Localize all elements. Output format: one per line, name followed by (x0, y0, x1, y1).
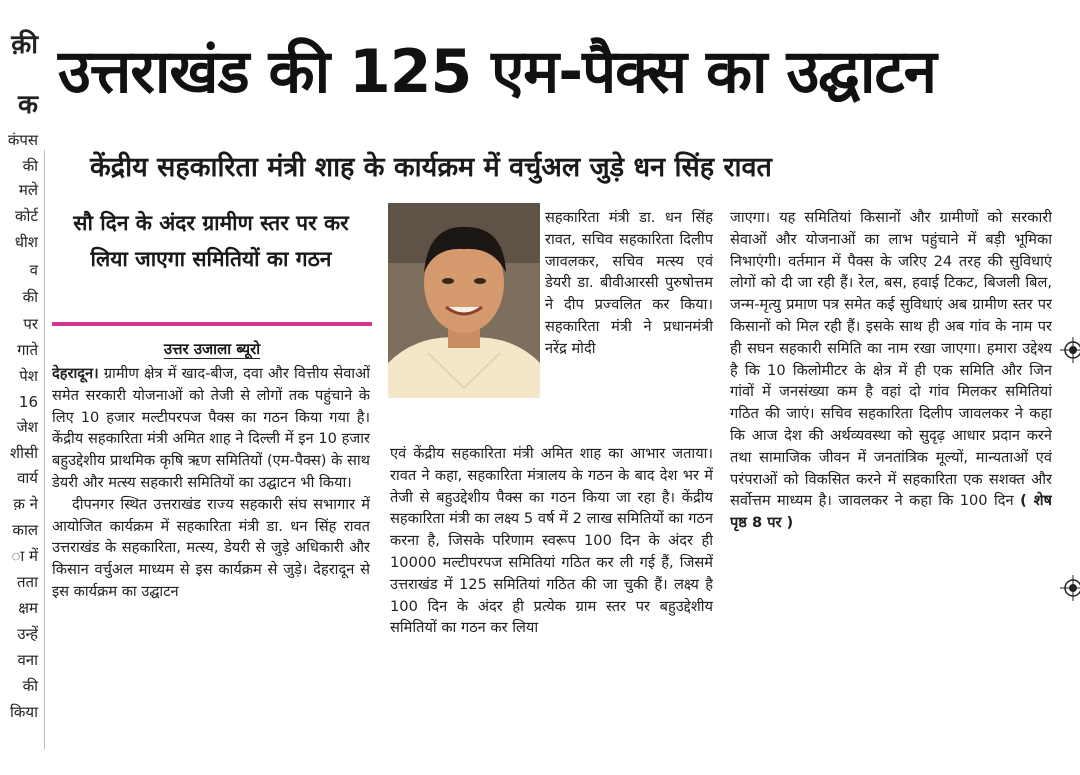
subheadline: केंद्रीय सहकारिता मंत्री शाह के कार्यक्रम में वर्चुअल जुड़े धन सिंह रावत (90, 152, 772, 183)
registration-mark-icon (1060, 575, 1080, 601)
accent-rule (52, 322, 372, 326)
column-2-bottom: एवं केंद्रीय सहकारिता मंत्री अमित शाह का आभार जताया। रावत ने कहा, सहकारिता मंत्रालय के गठन के बाद देश भर में तेजी से बहुउद्देशीय पैक्स का गठन किया जा रहा है। केंद्रीय सहकारिता मंत्री का लक्ष्य 5 वर्ष में 2 लाख समितियों का गठन करना है, जिसके परिणाम स्वरूप 100 दिन के अंदर ही 10000 मल्टीपरपज समितियां गठित कर ली गई हैं, जिसमें उत्तराखंड में 125 समितियां गठित की जा चुकी हैं। लक्ष्य है 100 दिन के अंदर ही प्रत्येक ग्राम स्तर पर बहुउद्देशीय समितियों का गठन कर लिया (390, 445, 713, 637)
adjacent-text-fragment: व (29, 261, 38, 279)
paragraph-text: ग्रामीण क्षेत्र में खाद-बीज, दवा और वित्तीय सेवाओं समेत सरकारी योजनाओं को तेजी से लोगों तक पहुंचाने के लिए 10 हजार मल्टीपरपज पैक्स का गठन किया गया है। केंद्रीय सहकारिता मंत्री अमित शाह ने दिल्ली में इन 10 हजार बहुउद्देशीय प्राथमिक कृषि ऋण समितियों (एम-पैक्स) के साथ डेयरी और मत्स्य सहकारी समितियों का उद्घाटन भी किया। (52, 365, 370, 491)
byline (52, 339, 372, 359)
adjacent-text-fragment: जेश (16, 418, 38, 436)
adjacent-text-fragment: गाते (17, 341, 38, 359)
adjacent-text-fragment: ा में (11, 547, 38, 565)
headline: उत्तराखंड की 125 एम-पैक्स का उद्घाटन (58, 37, 936, 107)
portrait-photo (388, 203, 540, 398)
adjacent-text-fragment: वार्य (17, 469, 38, 487)
jump-line: ( शेष पृष्ठ 8 पर ) (730, 492, 1052, 532)
person-portrait-illustration (388, 203, 540, 398)
adjacent-text-fragment: तता (17, 573, 38, 591)
adjacent-text-fragment: पर (23, 315, 38, 333)
column-1 (52, 363, 370, 753)
registration-mark-icon (1060, 337, 1080, 363)
adjacent-text-fragment: मले (18, 181, 38, 199)
column-divider (44, 150, 45, 750)
adjacent-text-fragment: कोर्ट (15, 207, 38, 225)
column-2-top: सहकारिता मंत्री डा. धन सिंह रावत, सचिव सहकारिता दिलीप जावलकर, सचिव मत्स्य एवं डेयरी डा. बीवीआरसी पुरुषोत्तम ने दीप प्रज्वलित कर किया। सहकारिता मंत्री ने प्रधानमंत्री नरेंद्र मोदी (545, 209, 713, 357)
adjacent-text-fragment: उन्हें (17, 625, 38, 643)
adjacent-column-fragments (0, 0, 42, 775)
adjacent-text-fragment: काल (12, 521, 38, 539)
adjacent-text-fragment: शीसी (9, 444, 38, 462)
paragraph: दीपनगर स्थित उत्तराखंड राज्य सहकारी संघ सभागार में आयोजित कार्यक्रम में सहकारिता मंत्री डा. धन सिंह रावत उत्तराखंड के सहकारिता, मत्स्य, डेयरी से जुड़े अधिकारी और किसान वर्चुअल माध्यम से इस कार्यक्रम से जुड़े। देहरादून से इस कार्यक्रम का उद्घाटन (52, 495, 370, 600)
adjacent-text-fragment: 16 (18, 393, 38, 411)
dateline: देहरादून। (52, 365, 99, 382)
kicker: सौ दिन के अंदर ग्रामीण स्तर पर कर लिया जाएगा समितियों का गठन (73, 211, 349, 271)
adjacent-text-fragment: वना (17, 651, 38, 669)
adjacent-text-fragment: क्षम (18, 599, 38, 617)
adjacent-text-fragment: पेश (19, 367, 38, 385)
paragraph (52, 363, 370, 494)
adjacent-text-fragment: की (22, 157, 38, 175)
adjacent-text-fragment: की (22, 677, 38, 695)
adjacent-text-fragment: क (18, 90, 38, 120)
paragraph-text: जाएगा। यह समितियां किसानों और ग्रामीणों को सरकारी सेवाओं और योजनाओं का लाभ पहुंचाने में बड़ी भूमिका निभाएंगी। वर्तमान में पैक्स के जरिए 24 तरह की सुविधाएं लोगों को दी जा रही हैं। रेल, बस, हवाई टिकट, बिजली बिल, जन्म-मृत्यु प्रमाण पत्र समेत कई सुविधाएं अब ग्रामीण स्तर पर किसानों को मिल रही हैं। इसके साथ ही अब गांव के नाम पर ही सघन सहकारी समिति का नाम रखा जाएगा। हमारा उद्देश्य है कि 10 किलोमीटर के क्षेत्र में ही एक समिति और जिन गांवों में जनसंख्या कम है वहां दो गांव मिलकर समितियां गठित की जाएं। सचिव सहकारिता दिलीप जावलकर ने कहा कि आज देश की अर्थव्यवस्था को सुदृढ़ आधार प्रदान करने तथा सामाजिक जीवन में जनतांत्रिक मूल्यों, मान्यताओं एवं परंपराओं को विकसित करने में सहकारिता एक सशक्त और सर्वोत्तम माध्यम है। जावलकर ने कहा कि 100 दिन (730, 209, 1052, 510)
adjacent-text-fragment: धीश (14, 233, 38, 251)
adjacent-text-fragment: किया (10, 703, 38, 721)
column-3 (730, 207, 1052, 753)
adjacent-text-fragment: क़ ने (13, 495, 38, 513)
byline-text: उत्तर उजाला ब्यूरो (163, 340, 261, 358)
adjacent-text-fragment: की (22, 288, 38, 306)
adjacent-text-fragment: क़ी (11, 30, 38, 60)
adjacent-text-fragment: कंपस (7, 131, 38, 149)
